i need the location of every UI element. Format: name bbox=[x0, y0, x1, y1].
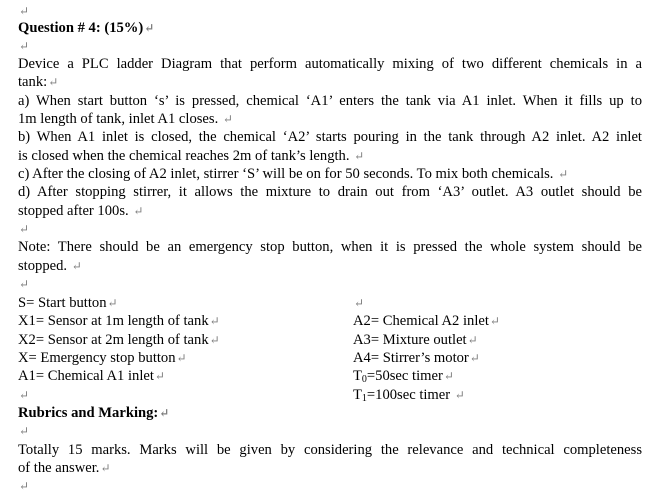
legend-item-a2-inlet: A2= Chemical A2 inlet↵ bbox=[353, 313, 500, 329]
intro-line-1: Device a PLC ladder Diagram that perform automatically mixing of two different chemicals in a bbox=[18, 56, 642, 72]
paragraph-mark-icon: ↵ bbox=[209, 314, 220, 328]
empty-paragraph bbox=[18, 220, 29, 238]
note-line-2: stopped. ↵ bbox=[18, 258, 82, 274]
legend-item-emergency-stop: X= Emergency stop button↵ bbox=[18, 350, 187, 366]
legend-item-start-button: S= Start button↵ bbox=[18, 295, 118, 311]
paragraph-mark-icon: ↵ bbox=[100, 461, 111, 475]
step-a-line-2: 1m length of tank, inlet A1 closes. ↵ bbox=[18, 111, 233, 127]
legend-item-sensor-x2: X2= Sensor at 2m length of tank↵ bbox=[18, 332, 220, 348]
step-b-line-1: b) When A1 inlet is closed, the chemical ‘A2’ starts pouring in the tank through A2 inlet. A2 inlet bbox=[18, 129, 642, 145]
question-heading: Question # 4: (15%)↵ bbox=[18, 20, 155, 36]
empty-paragraph bbox=[18, 275, 29, 293]
step-d-line-1: d) After stopping stirrer, it allows the mixture to drain out from ‘A3’ outlet. A3 outlet should be bbox=[18, 184, 642, 200]
intro-line-2: tank:↵ bbox=[18, 74, 59, 90]
paragraph-mark-icon: ↵ bbox=[159, 406, 170, 420]
paragraph-mark-icon: ↵ bbox=[19, 277, 30, 291]
paragraph-mark-icon: ↵ bbox=[19, 39, 30, 53]
paragraph-mark-icon: ↵ bbox=[107, 296, 118, 310]
paragraph-mark-icon: ↵ bbox=[222, 112, 233, 126]
rubrics-line-1: Totally 15 marks. Marks will be given by considering the relevance and technical completeness bbox=[18, 442, 642, 458]
paragraph-mark-icon: ↵ bbox=[469, 351, 480, 365]
paragraph-mark-icon: ↵ bbox=[19, 222, 30, 236]
legend-item-sensor-x1: X1= Sensor at 1m length of tank↵ bbox=[18, 313, 220, 329]
rubrics-line-2: of the answer.↵ bbox=[18, 460, 111, 476]
legend-item-a4-motor: A4= Stirrer’s motor↵ bbox=[353, 350, 480, 366]
empty-paragraph bbox=[18, 477, 29, 495]
step-c-line-1: c) After the closing of A2 inlet, stirrer ‘S’ will be on for 50 seconds. To mix both chemicals. ↵ bbox=[18, 166, 569, 182]
paragraph-mark-icon: ↵ bbox=[354, 296, 365, 310]
paragraph-mark-icon: ↵ bbox=[19, 424, 30, 438]
paragraph-mark-icon: ↵ bbox=[467, 333, 478, 347]
step-a-line-1: a) When start button ‘s’ is pressed, chemical ‘A1’ enters the tank via A1 inlet. When it fills up to bbox=[18, 93, 642, 109]
legend-item-a1-inlet: A1= Chemical A1 inlet↵ bbox=[18, 368, 165, 384]
empty-paragraph bbox=[18, 2, 29, 20]
paragraph-mark-icon: ↵ bbox=[144, 21, 155, 35]
empty-paragraph bbox=[18, 422, 29, 440]
note-line-1: Note: There should be an emergency stop button, when it is pressed the whole system should be bbox=[18, 239, 642, 255]
step-d-line-2: stopped after 100s. ↵ bbox=[18, 203, 144, 219]
paragraph-mark-icon: ↵ bbox=[133, 204, 144, 218]
legend-item-t0-timer: $T_0=50\sec$ timer↵ bbox=[353, 368, 454, 385]
legend-item-a3-outlet: A3= Mixture outlet↵ bbox=[353, 332, 478, 348]
paragraph-mark-icon: ↵ bbox=[558, 167, 569, 181]
empty-paragraph bbox=[353, 294, 364, 312]
step-b-line-2: is closed when the chemical reaches 2m of tank’s length. ↵ bbox=[18, 148, 365, 164]
rubrics-heading: Rubrics and Marking:↵ bbox=[18, 405, 170, 421]
paragraph-mark-icon: ↵ bbox=[71, 259, 82, 273]
paragraph-mark-icon: ↵ bbox=[176, 351, 187, 365]
paragraph-mark-icon: ↵ bbox=[19, 4, 30, 18]
paragraph-mark-icon: ↵ bbox=[19, 479, 30, 493]
paragraph-mark-icon: ↵ bbox=[443, 369, 454, 383]
paragraph-mark-icon: ↵ bbox=[48, 75, 59, 89]
empty-paragraph bbox=[18, 37, 29, 55]
empty-paragraph bbox=[18, 386, 29, 404]
paragraph-mark-icon: ↵ bbox=[19, 388, 30, 402]
paragraph-mark-icon: ↵ bbox=[354, 149, 365, 163]
paragraph-mark-icon: ↵ bbox=[489, 314, 500, 328]
paragraph-mark-icon: ↵ bbox=[209, 333, 220, 347]
legend-item-t1-timer: $T_1=100\sec$ timer ↵ bbox=[353, 387, 465, 404]
paragraph-mark-icon: ↵ bbox=[154, 369, 165, 383]
paragraph-mark-icon: ↵ bbox=[454, 388, 465, 402]
